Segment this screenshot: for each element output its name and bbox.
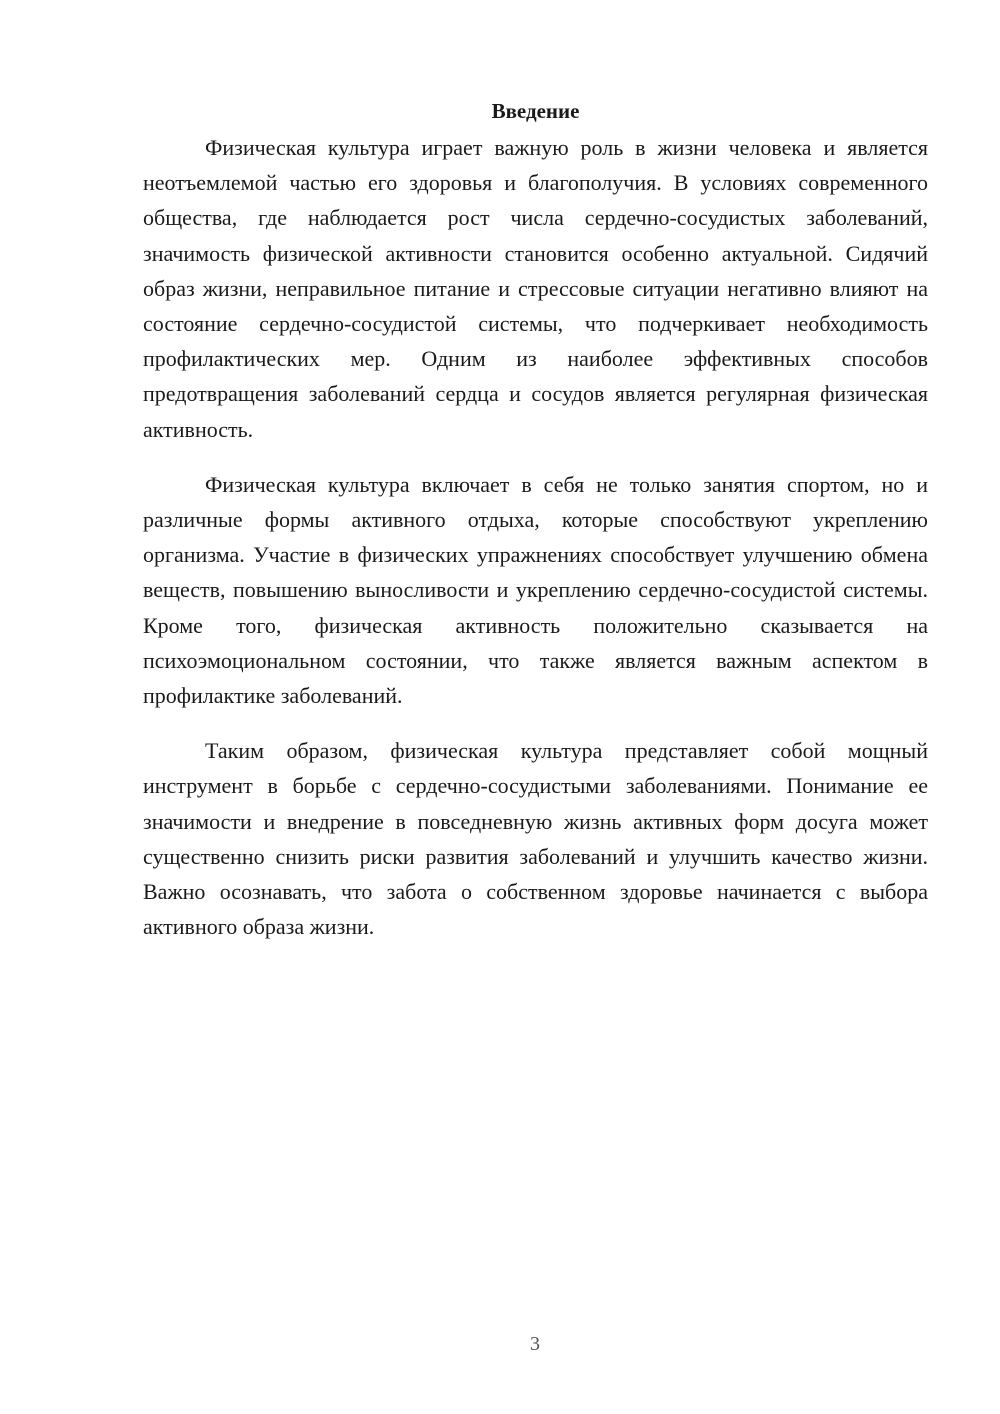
page-number: 3 xyxy=(530,1333,540,1355)
paragraph-1: Физическая культура играет важную роль в жизни человека и является неотъемлемой частью его здоровья и благополучия. В условиях современного общества, где наблюдается рост числа сердечно-сосудистых заболеваний, значимость физической активности становится особенно актуальной. Сидячий образ жизни, неправильное питание и стрессовые ситуации негативно влияют на состояние сердечно-сосудистой системы, что подчеркивает необходимость профилактических мер. Одним из наиболее эффективных способов предотвращения заболеваний сердца и сосудов является регулярная физическая активность. xyxy=(143,135,928,442)
paragraph-2: Физическая культура включает в себя не только занятия спортом, но и различные формы активного отдыха, которые способствуют укреплению организма. Участие в физических упражнениях способствует улучшению обмена веществ, повышению выносливости и укреплению сердечно-сосудистой системы. Кроме того, физическая активность положительно сказывается на психоэмоциональном состоянии, что также является важным аспектом в профилактике заболеваний. xyxy=(143,471,928,709)
document-page xyxy=(143,96,928,944)
section-title: Введение xyxy=(491,99,580,123)
paragraph-3: Таким образом, физическая культура представляет собой мощный инструмент в борьбе с сердечно-сосудистыми заболеваниями. Понимание ее значимости и внедрение в повседневную жизнь активных форм досуга может существенно снизить риски развития заболеваний и улучшить качество жизни. Важно осознавать, что забота о собственном здоровье начинается с выбора активного образа жизни. xyxy=(143,738,928,940)
